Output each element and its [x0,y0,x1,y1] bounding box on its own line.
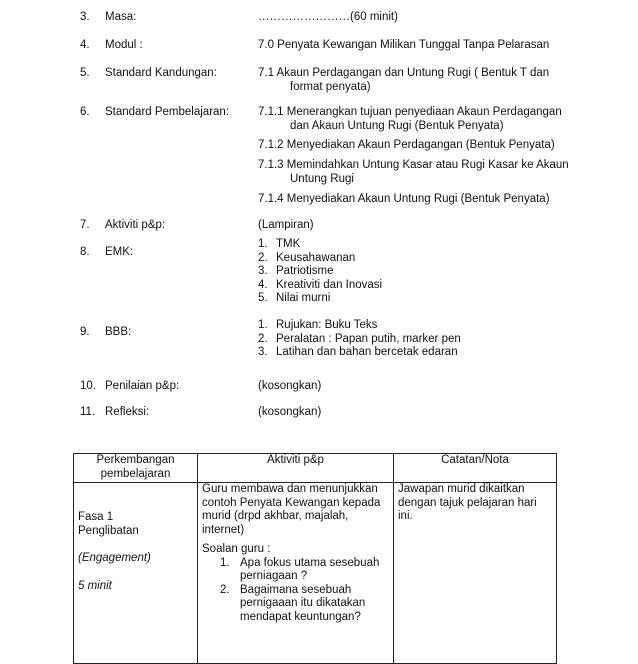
item-value-standard-kandungan: 7.1 Akaun Perdagangan dan Untung Rugi ( Bentuk T dan [258,67,550,79]
list-item: 1. Rujukan: Buku Teks [258,319,378,331]
item-value-modul: 7.0 Penyata Kewangan Milikan Tunggal Tanpa Pelarasan [258,39,550,51]
header-aktiviti: Aktiviti p&p [198,454,394,483]
item-number: 9. [80,326,90,338]
lesson-table [73,453,557,664]
item-label-emk: EMK: [105,246,134,258]
activity-text: Guru membawa dan menunjukkan contoh Penyata Kewangan kepada murid (drpd akhbar, majalah, internet) [202,483,381,536]
list-item: 5. Nilai murni [258,292,331,305]
item-value-penilaian: (kosongkan) [258,380,322,392]
sp-item-cont: Untung Rugi [290,173,354,185]
header-catatan: Catatan/Nota [394,454,557,483]
list-item: 3. Latihan dan bahan bercetak edaran [258,346,458,359]
item-number: 5. [80,67,90,79]
item-value-refleksi: (kosongkan) [258,406,322,418]
item-label-modul: Modul : [105,39,143,51]
phase-time: 5 minit [78,579,112,592]
item-label-bbb: BBB: [105,326,132,338]
list-item: 4. Kreativiti dan Inovasi [258,278,383,291]
list-item: 1. Apa fokus utama sesebuah perniagaan ? [220,556,380,582]
activity-cell [198,483,394,664]
phase-english: (Engagement) [78,552,151,564]
sp-item: 7.1.3 Memindahkan Untung Kasar atau Rugi Kasar ke Akaun [258,159,569,171]
item-number: 11. [80,406,96,418]
item-number: 8. [80,246,90,258]
list-item: 2. Keusahawanan [258,251,356,264]
phase-fasa: Fasa 1 [78,511,114,523]
item-number: 3. [80,11,90,23]
item-value-masa: ……………………(60 minit) [258,11,398,23]
item-number: 7. [80,219,90,231]
sp-item: 7.1.1 Menerangkan tujuan penyediaan Akaun Perdagangan [258,106,562,118]
header-perkembangan: Perkembangan pembelajaran [74,454,198,483]
sp-item: 7.1.2 Menyediakan Akaun Perdagangan (Bentuk Penyata) [258,139,555,151]
list-item: 2. Peralatan : Papan putih, marker pen [258,332,461,345]
item-value-standard-kandungan-cont: format penyata) [290,81,371,93]
item-label-standard-pembelajaran: Standard Pembelajaran: [105,106,230,118]
question-label: Soalan guru : [202,543,271,555]
item-label-aktiviti: Aktiviti p&p: [105,219,166,231]
bbb-list [258,319,461,360]
table-header-row [74,454,557,483]
item-number: 4. [80,39,90,51]
table-row [74,483,557,664]
list-item: 3. Patriotisme [258,265,334,278]
phase-cell [74,483,198,664]
item-number: 6. [80,106,90,118]
item-value-aktiviti: (Lampiran) [258,219,314,231]
phase-name: Penglibatan [78,524,139,537]
note-cell: Jawapan murid dikaitkan dengan tajuk pelajaran hari ini. [394,483,557,664]
item-label-masa: Masa: [105,11,137,23]
emk-list [258,238,382,306]
question-list [202,557,389,625]
item-label-penilaian: Penilaian p&p: [105,380,180,392]
item-number: 10. [80,380,96,392]
list-item: 2. Bagaimana sesebuah pernigaaan itu dikatakan mendapat keuntungan? [220,583,366,623]
item-label-standard-kandungan: Standard Kandungan: [105,67,217,79]
item-label-refleksi: Refleksi: [105,406,150,418]
sp-item-cont: dan Akaun Untung Rugi (Bentuk Penyata) [290,120,504,132]
sp-item: 7.1.4 Menyediakan Akaun Untung Rugi (Bentuk Penyata) [258,193,550,205]
list-item: 1. TMK [258,238,301,250]
